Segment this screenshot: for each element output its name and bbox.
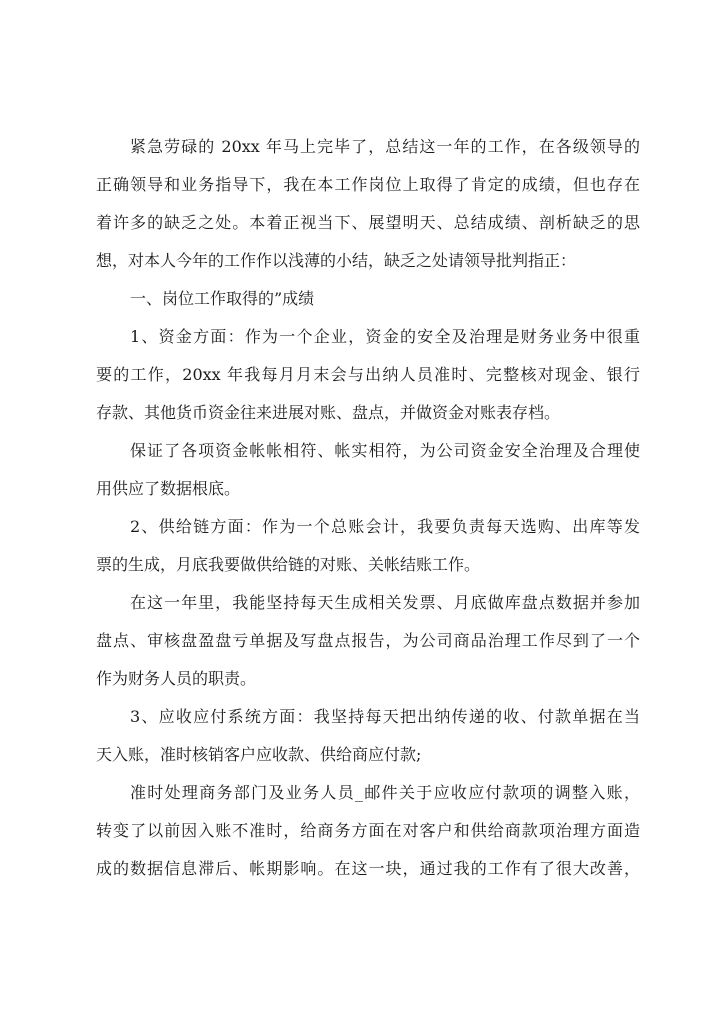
text-line: 用供应了数据根底。: [96, 479, 241, 498]
text-line: 正确领导和业务指导下，我在本工作岗位上取得了肯定的成绩，但也存在: [96, 175, 640, 194]
text-line: 紧急劳碌的 20xx 年马上完毕了，总结这一年的工作，在各级领导的: [130, 137, 640, 156]
text-line: 1、资金方面：作为一个企业，资金的安全及治理是财务业务中很重: [130, 327, 640, 346]
text-line: 着许多的缺乏之处。本着正视当下、展望明天、总结成绩、剖析缺乏的思: [96, 213, 640, 232]
text-line: 3、应收应付系统方面：我坚持每天把出纳传递的收、付款单据在当: [130, 707, 640, 726]
text-line: 一、岗位工作取得的”成绩: [130, 289, 315, 308]
text-line: 要的工作，20xx 年我每月月末会与出纳人员准时、完整核对现金、银行: [96, 365, 640, 384]
text-line: 转变了以前因入账不准时，给商务方面在对客户和供给商款项治理方面造: [96, 821, 640, 840]
text-line: 保证了各项资金帐帐相符、帐实相符，为公司资金安全治理及合理使: [130, 441, 640, 460]
text-line: 成的数据信息滞后、帐期影响。在这一块，通过我的工作有了很大改善，: [96, 859, 640, 878]
text-line: 存款、其他货币资金往来进展对账、盘点，并做资金对账表存档。: [96, 403, 561, 422]
text-line: 在这一年里，我能坚持每天生成相关发票、月底做库盘点数据并参加: [130, 593, 640, 612]
text-line: 盘点、审核盘盈盘亏单据及写盘点报告，为公司商品治理工作尽到了一个: [96, 631, 640, 650]
text-line: 票的生成，月底我要做供给链的对账、关帐结账工作。: [96, 555, 481, 574]
text-line: 天入账，准时核销客户应收款、供给商应付款;: [96, 745, 422, 764]
text-line: 2、供给链方面：作为一个总账会计，我要负责每天选购、出库等发: [130, 517, 640, 536]
text-line: 想，对本人今年的工作作以浅薄的小结，缺乏之处请领导批判指正：: [96, 251, 577, 270]
text-line: 作为财务人员的职责。: [96, 669, 257, 688]
text-line: 准时处理商务部门及业务人员_邮件关于应收应付款项的调整入账，: [130, 783, 640, 802]
